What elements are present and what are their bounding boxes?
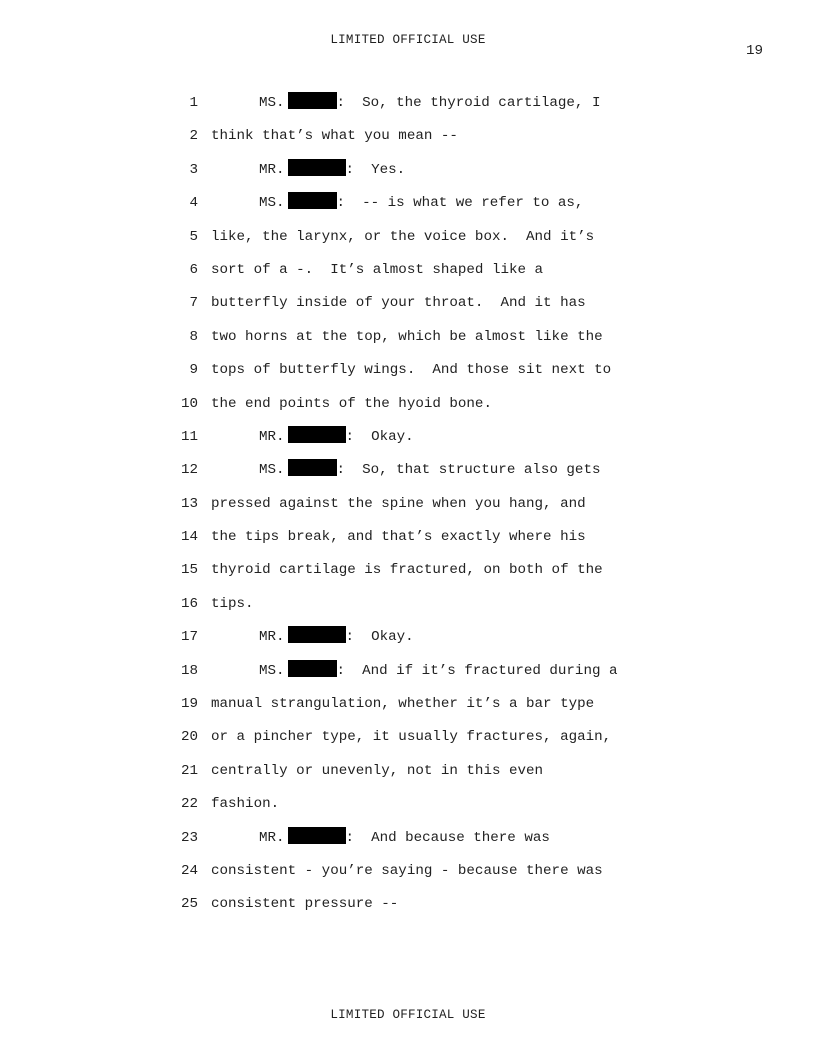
line-text: tops of butterfly wings. And those sit next to [211,362,612,379]
redacted-name [288,159,346,176]
speaker-label: MR. [259,629,285,646]
speaker-label: MS. [259,462,285,479]
line-number: 3 [189,161,198,178]
page-footer-classification: LIMITED OFFICIAL USE [330,1008,486,1022]
line-number: 22 [180,796,198,813]
line-text: the tips break, and that’s exactly where his [211,529,586,546]
line-text [259,626,414,648]
transcript-line [0,326,816,359]
line-number: 4 [189,195,198,212]
line-number: 18 [180,662,198,679]
line-number: 13 [180,495,198,512]
transcript-line [0,760,816,793]
line-text: consistent - you’re saying - because there was [211,862,603,879]
line-number: 21 [180,762,198,779]
line-text: tips. [211,595,254,612]
line-number: 19 [180,696,198,713]
transcript-line [0,292,816,325]
line-text: fashion. [211,796,280,813]
line-number: 9 [189,362,198,379]
transcript-line [0,359,816,392]
transcript-line [0,259,816,292]
line-text: consistent pressure -- [211,896,399,913]
line-text [259,159,405,181]
page-header-classification: LIMITED OFFICIAL USE [330,33,486,47]
line-text [259,827,550,849]
speaker-label: MS. [259,195,285,212]
page-number: 19 [745,43,763,59]
line-number: 14 [180,529,198,546]
transcript-line [0,393,816,426]
transcript-line [0,426,816,459]
line-number: 5 [189,228,198,245]
line-number: 23 [180,829,198,846]
speaker-statement: : Yes. [345,161,406,178]
line-text: centrally or unevenly, not in this even [211,762,544,779]
transcript-line [0,626,816,659]
redacted-name [288,426,346,443]
line-number: 1 [189,95,198,111]
speaker-label: MS. [259,95,285,111]
transcript-line [0,159,816,192]
transcript-line [0,526,816,559]
transcript-line [0,493,816,526]
line-text: like, the larynx, or the voice box. And it’s [211,228,595,245]
transcript-line [0,559,816,592]
transcript-line [0,860,816,893]
line-number: 8 [189,328,198,345]
transcript-line [0,459,816,492]
speaker-statement: : So, that structure also gets [336,462,601,479]
transcript-line [0,793,816,826]
line-text: think that’s what you mean -- [211,128,458,145]
transcript-body [0,92,816,927]
line-number: 11 [180,428,198,445]
transcript-line [0,92,816,125]
speaker-statement: : Okay. [345,629,414,646]
speaker-statement: : Okay. [345,428,414,445]
redacted-name [288,192,337,209]
speaker-statement: : -- is what we refer to as, [336,195,584,212]
speaker-label: MR. [259,428,285,445]
line-text: thyroid cartilage is fractured, on both of the [211,562,603,579]
transcript-line [0,693,816,726]
line-number: 20 [180,729,198,746]
redacted-name [288,459,337,476]
redacted-name [288,626,346,643]
transcript-line [0,125,816,158]
line-number: 16 [180,595,198,612]
speaker-label: MS. [259,662,285,679]
transcript-line [0,726,816,759]
speaker-statement: : So, the thyroid cartilage, I [336,95,601,111]
redacted-name [288,92,337,109]
transcript-line [0,827,816,860]
transcript-line [0,893,816,926]
line-text: manual strangulation, whether it’s a bar type [211,696,595,713]
line-number: 2 [189,128,198,145]
line-number: 25 [180,896,198,913]
speaker-label: MR. [259,161,285,178]
line-number: 15 [180,562,198,579]
line-text: two horns at the top, which be almost like the [211,328,603,345]
line-text: sort of a -. It’s almost shaped like a [211,261,544,278]
line-text [259,459,600,481]
line-text: or a pincher type, it usually fractures, again, [211,729,612,746]
line-text [259,192,583,214]
line-number: 24 [180,862,198,879]
line-number: 12 [180,462,198,479]
line-number: 10 [180,395,198,412]
line-text: the end points of the hyoid bone. [211,395,492,412]
redacted-name [288,827,346,844]
line-text [259,92,600,114]
speaker-label: MR. [259,829,285,846]
speaker-statement: : And if it’s fractured during a [336,662,618,679]
line-text [259,660,618,682]
line-number: 7 [189,295,198,312]
transcript-line [0,660,816,693]
transcript-line [0,226,816,259]
line-text: pressed against the spine when you hang, and [211,495,586,512]
line-text: butterfly inside of your throat. And it has [211,295,586,312]
line-number: 17 [180,629,198,646]
speaker-statement: : And because there was [345,829,550,846]
transcript-line [0,192,816,225]
transcript-line [0,593,816,626]
redacted-name [288,660,337,677]
line-text [259,426,414,448]
line-number: 6 [189,261,198,278]
